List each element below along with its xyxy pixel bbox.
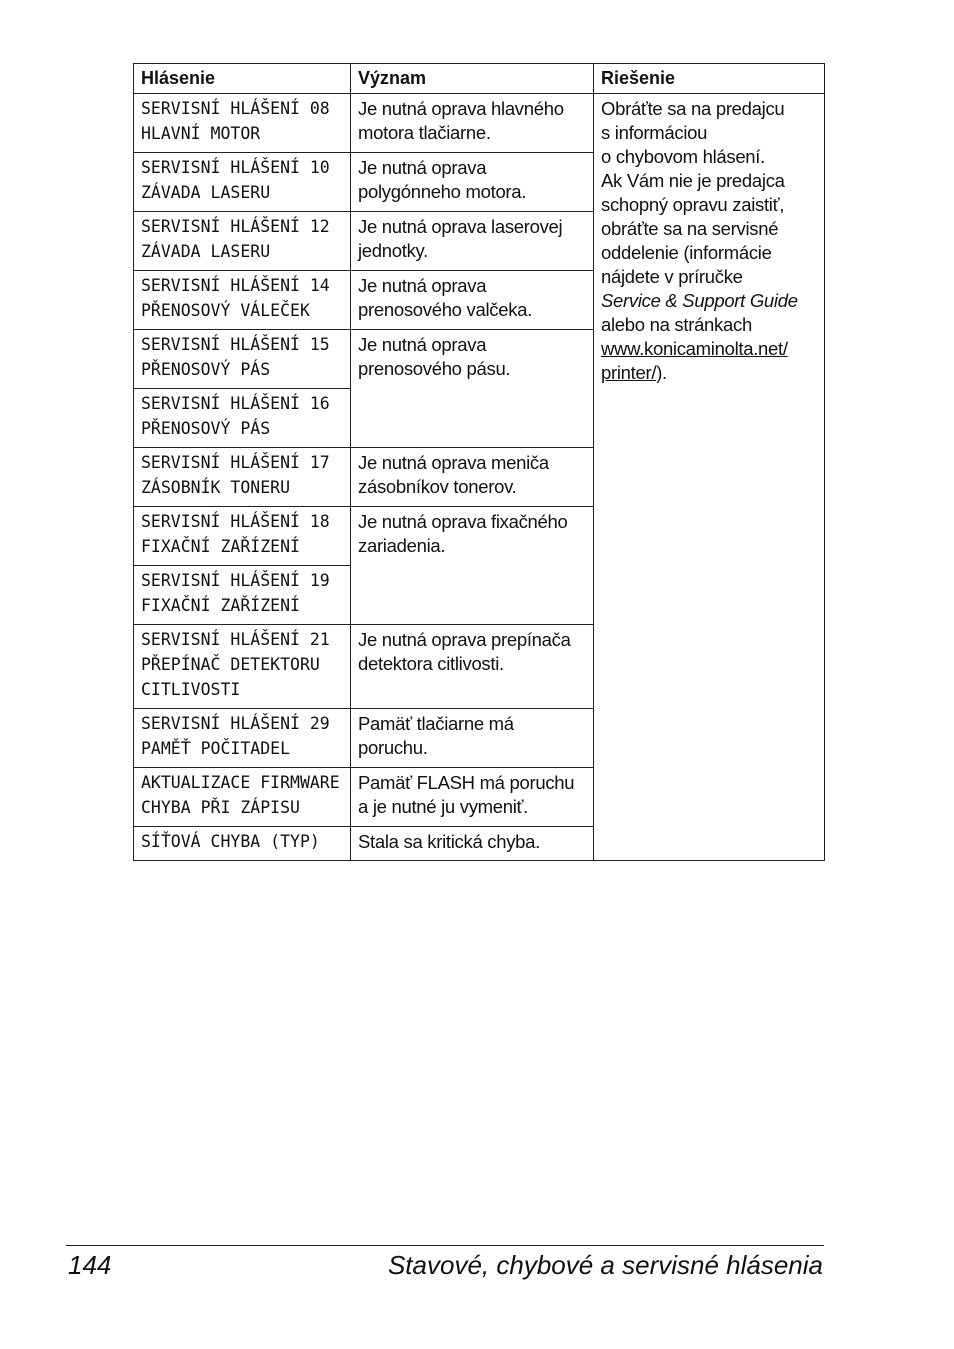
table-header-row (134, 64, 825, 94)
meaning-line: prenosového valčeka. (358, 299, 532, 320)
code-line: SERVISNÍ HLÁŠENÍ 19 (141, 571, 330, 590)
meaning-line: Je nutná oprava laserovej (358, 216, 563, 237)
meaning-cell (351, 507, 594, 625)
meaning-cell (351, 94, 594, 153)
code-line: SERVISNÍ HLÁŠENÍ 16 (141, 394, 330, 413)
solution-line: o chybovom hlásení. (601, 146, 765, 167)
meaning-line: zariadenia. (358, 535, 446, 556)
code-line: PŘENOSOVÝ PÁS (141, 360, 271, 379)
support-url-link[interactable]: www.konicaminolta.net/ (601, 338, 788, 359)
message-code-cell (134, 507, 351, 566)
message-code-cell (134, 566, 351, 625)
chapter-title: Stavové, chybové a servisné hlásenia (387, 1250, 823, 1280)
message-code-cell (134, 768, 351, 827)
meaning-cell (351, 768, 594, 827)
message-code-cell (134, 153, 351, 212)
meaning-line: Je nutná oprava meniča (358, 452, 549, 473)
meaning-line: Je nutná oprava hlavného (358, 98, 564, 119)
table-row (134, 94, 825, 153)
message-code-cell (134, 625, 351, 709)
meaning-line: Je nutná oprava (358, 275, 487, 296)
solution-cell (594, 94, 825, 861)
code-line: SERVISNÍ HLÁŠENÍ 10 (141, 158, 330, 177)
error-message-table (133, 63, 825, 861)
code-line: SERVISNÍ HLÁŠENÍ 18 (141, 512, 330, 531)
code-line: SERVISNÍ HLÁŠENÍ 14 (141, 276, 330, 295)
code-line: ZÁSOBNÍK TONERU (141, 478, 291, 497)
code-line: FIXAČNÍ ZAŘÍZENÍ (141, 596, 300, 615)
meaning-line: Je nutná oprava (358, 334, 487, 355)
code-line: SERVISNÍ HLÁŠENÍ 12 (141, 217, 330, 236)
col-header-meaning: Význam (351, 64, 594, 94)
solution-line: Obráťte sa na predajcu (601, 98, 785, 119)
meaning-cell (351, 271, 594, 330)
meaning-line: jednotky. (358, 240, 428, 261)
code-line: CITLIVOSTI (141, 680, 241, 699)
message-code-cell (134, 271, 351, 330)
code-line: SERVISNÍ HLÁŠENÍ 08 (141, 99, 330, 118)
code-line: PŘEPÍNAČ DETEKTORU (141, 655, 320, 674)
solution-line: Ak Vám nie je predajca (601, 170, 785, 191)
meaning-cell (351, 625, 594, 709)
guide-name: Service & Support Guide (601, 290, 798, 311)
solution-line: obráťte sa na servisné (601, 218, 779, 239)
code-line: PŘENOSOVÝ PÁS (141, 419, 271, 438)
col-header-message: Hlásenie (134, 64, 351, 94)
meaning-cell (351, 153, 594, 212)
meaning-line: Je nutná oprava prepínača (358, 629, 571, 650)
code-line: ZÁVADA LASERU (141, 242, 271, 261)
col-header-solution: Riešenie (594, 64, 825, 94)
message-code-cell (134, 827, 351, 861)
meaning-cell (351, 827, 594, 861)
meaning-line: zásobníkov tonerov. (358, 476, 517, 497)
message-code-cell (134, 330, 351, 389)
code-line: SERVISNÍ HLÁŠENÍ 17 (141, 453, 330, 472)
code-line: PAMĚŤ POČITADEL (141, 739, 291, 758)
solution-line: s informáciou (601, 122, 708, 143)
code-line: SERVISNÍ HLÁŠENÍ 29 (141, 714, 330, 733)
message-code-cell (134, 389, 351, 448)
code-line: FIXAČNÍ ZAŘÍZENÍ (141, 537, 300, 556)
meaning-line: a je nutné ju vymeniť. (358, 796, 529, 817)
solution-line: nájdete v príručke (601, 266, 743, 287)
support-url-link[interactable]: printer/ (601, 362, 657, 383)
footer-divider (66, 1245, 824, 1246)
meaning-line: prenosového pásu. (358, 358, 511, 379)
code-line: HLAVNÍ MOTOR (141, 124, 261, 143)
code-line: SERVISNÍ HLÁŠENÍ 21 (141, 630, 330, 649)
solution-line: oddelenie (informácie (601, 242, 772, 263)
meaning-cell (351, 709, 594, 768)
message-code-cell (134, 212, 351, 271)
url-suffix: ). (656, 362, 667, 383)
meaning-line: Pamäť FLASH má poruchu (358, 772, 575, 793)
message-code-cell (134, 709, 351, 768)
meaning-line: Pamäť tlačiarne má (358, 713, 514, 734)
solution-line: schopný opravu zaistiť, (601, 194, 785, 215)
code-line: AKTUALIZACE FIRMWARE (141, 773, 340, 792)
meaning-line: Je nutná oprava (358, 157, 487, 178)
page-number: 144 (68, 1250, 112, 1280)
meaning-cell (351, 212, 594, 271)
solution-line: alebo na stránkach (601, 314, 752, 335)
meaning-cell (351, 330, 594, 448)
message-code-cell (134, 448, 351, 507)
meaning-line: Je nutná oprava fixačného (358, 511, 568, 532)
message-code-cell (134, 94, 351, 153)
meaning-line: detektora citlivosti. (358, 653, 504, 674)
meaning-line: poruchu. (358, 737, 428, 758)
code-line: SERVISNÍ HLÁŠENÍ 15 (141, 335, 330, 354)
code-line: PŘENOSOVÝ VÁLEČEK (141, 301, 310, 320)
code-line: SÍŤOVÁ CHYBA (TYP) (141, 832, 320, 851)
meaning-cell (351, 448, 594, 507)
meaning-line: Stala sa kritická chyba. (358, 831, 540, 852)
meaning-line: polygónneho motora. (358, 181, 527, 202)
code-line: ZÁVADA LASERU (141, 183, 271, 202)
code-line: CHYBA PŘI ZÁPISU (141, 798, 300, 817)
meaning-line: motora tlačiarne. (358, 122, 491, 143)
